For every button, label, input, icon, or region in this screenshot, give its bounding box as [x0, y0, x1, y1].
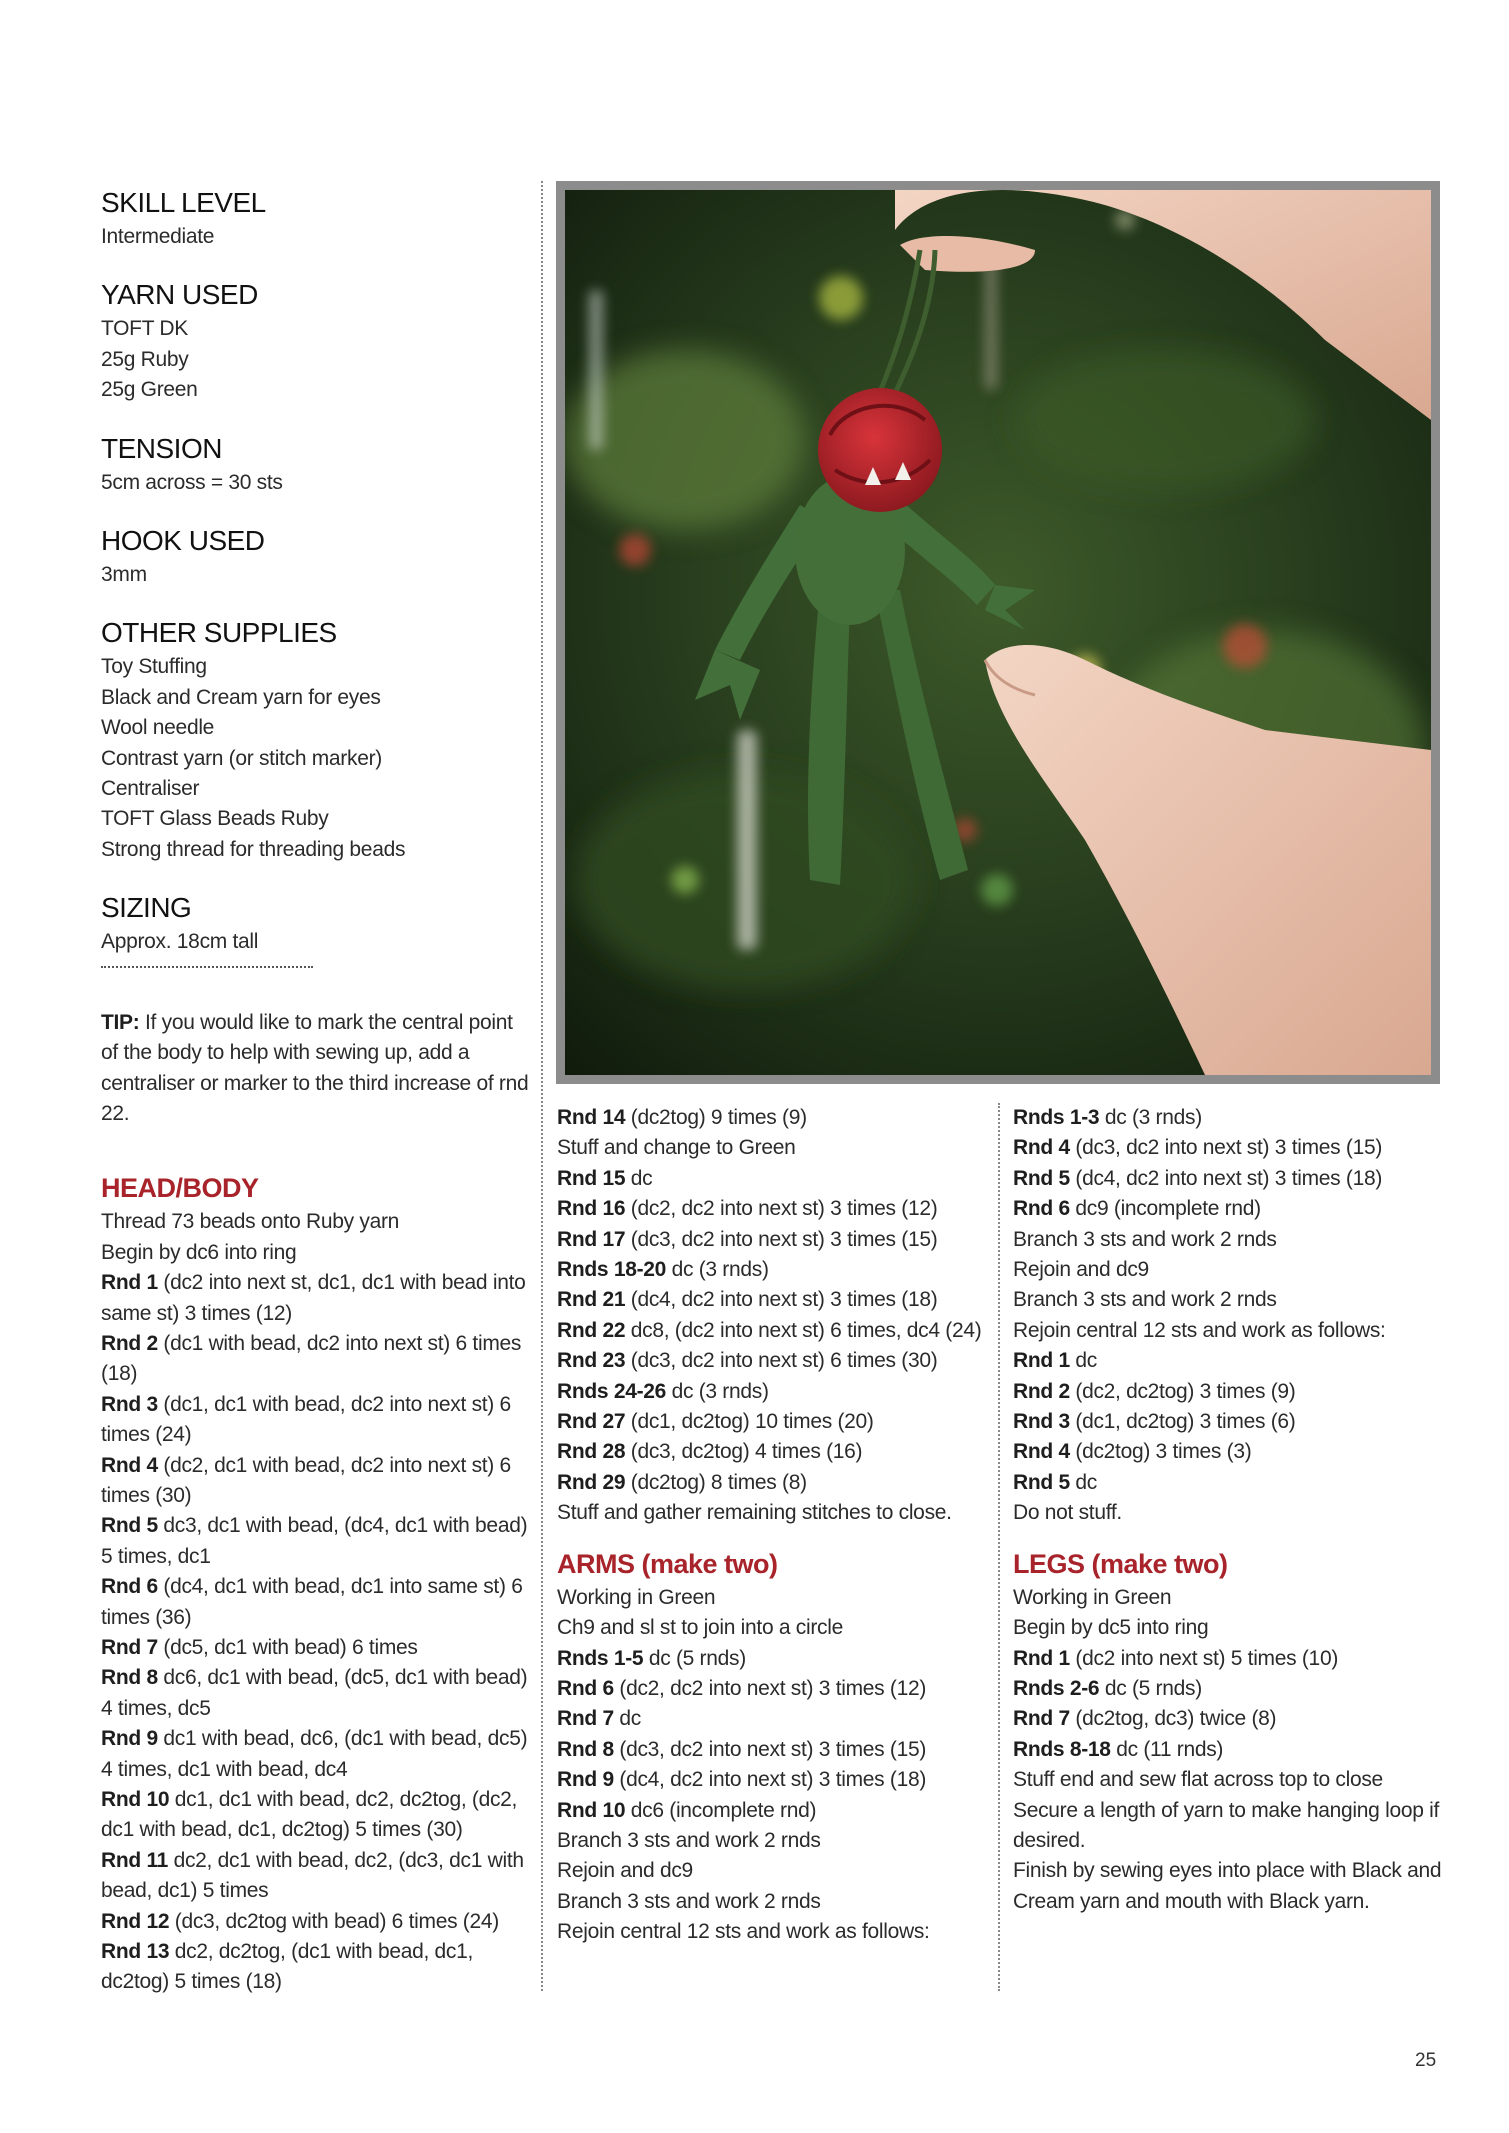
ornament-photo — [565, 190, 1431, 1075]
round-label: Rnds 2-6 — [1013, 1676, 1100, 1700]
round-label: Rnd 5 — [101, 1514, 158, 1538]
round-label: Rnd 1 — [101, 1271, 158, 1295]
round-label: Rnds 8-18 — [1013, 1737, 1111, 1761]
head-body-heading: HEAD/BODY — [101, 1173, 259, 1204]
round-text: (dc2, dc2tog) 3 times (9) — [1069, 1379, 1296, 1403]
round-label: Rnd 1 — [1013, 1349, 1070, 1373]
round-text: dc — [1069, 1470, 1097, 1494]
round-label: Rnd 5 — [1013, 1470, 1070, 1494]
round-label: Rnd 6 — [101, 1575, 158, 1599]
round-label: Rnd 2 — [101, 1331, 158, 1355]
round-text: (dc1, dc2tog) 10 times (20) — [625, 1410, 874, 1434]
instruction-line — [557, 1887, 982, 1917]
round-label: Rnd 3 — [1013, 1410, 1070, 1434]
instruction-line — [1013, 1346, 1453, 1376]
instruction-line — [1013, 1437, 1453, 1467]
tip-label: TIP: — [101, 1010, 140, 1034]
round-text: (dc1, dc1 with bead, dc2 into next st) 6 times (24) — [101, 1392, 511, 1447]
round-text: Rejoin and dc9 — [1013, 1258, 1149, 1282]
instruction-line — [1013, 1468, 1453, 1498]
tip-text: If you would like to mark the central point of the body to help with sewing up, add a centraliser or marker to the third increase of rnd 22. — [101, 1010, 529, 1125]
round-label: Rnd 22 — [557, 1318, 626, 1342]
instruction-line — [557, 1796, 982, 1826]
supply-line: TOFT Glass Beads Ruby — [101, 807, 329, 831]
round-text: dc (3 rnds) — [1099, 1106, 1202, 1129]
round-label: Rnd 6 — [1013, 1197, 1070, 1221]
round-text: Begin by dc6 into ring — [101, 1240, 297, 1264]
round-text: Working in Green — [1013, 1585, 1172, 1609]
instructions-column-3 — [1013, 1103, 1453, 1917]
instruction-line — [101, 1937, 531, 1998]
instruction-line — [557, 1103, 982, 1133]
specs-column — [101, 186, 531, 1998]
round-text: Branch 3 sts and work 2 rnds — [557, 1828, 821, 1852]
column-separator — [541, 181, 543, 1991]
instruction-line — [557, 1194, 982, 1224]
instruction-line — [1013, 1796, 1453, 1857]
instruction-line — [1013, 1377, 1453, 1407]
instruction-line — [1013, 1255, 1453, 1285]
round-label: Rnd 29 — [557, 1470, 626, 1494]
instruction-line — [101, 1451, 531, 1512]
round-text: dc6, dc1 with bead, (dc5, dc1 with bead) 4 times, dc5 — [101, 1666, 528, 1720]
round-label: Rnds 24-26 — [557, 1379, 667, 1403]
other-supplies-heading: OTHER SUPPLIES — [101, 617, 337, 649]
sizing-block — [101, 891, 531, 957]
instruction-line — [101, 1663, 531, 1724]
round-label: Rnd 6 — [557, 1676, 614, 1700]
round-text: (dc3, dc2tog with bead) 6 times (24) — [169, 1909, 499, 1933]
round-text: (dc3, dc2 into next st) 3 times (15) — [625, 1227, 938, 1251]
instruction-line — [557, 1704, 982, 1734]
tip-paragraph — [101, 1008, 531, 1130]
round-label: Rnd 2 — [1013, 1379, 1070, 1403]
arms-instructions — [557, 1583, 982, 1948]
skill-level-heading: SKILL LEVEL — [101, 187, 266, 218]
round-text: Stuff and gather remaining stitches to close. — [557, 1501, 952, 1525]
round-text: (dc1 with bead, dc2 into next st) 6 times (18) — [101, 1331, 522, 1386]
instruction-line — [101, 1633, 531, 1663]
round-text: Branch 3 sts and work 2 rnds — [1013, 1227, 1277, 1251]
instruction-line — [101, 1268, 531, 1329]
round-text: Finish by sewing eyes into place with Black and Cream yarn and mouth with Black yarn. — [1013, 1859, 1442, 1913]
round-text: (dc3, dc2tog) 4 times (16) — [625, 1440, 863, 1464]
round-label: Rnd 12 — [101, 1909, 170, 1933]
sizing-heading: SIZING — [101, 892, 192, 924]
instruction-line — [1013, 1285, 1453, 1315]
instruction-line — [1013, 1194, 1453, 1224]
round-text: dc3, dc1 with bead, (dc4, dc1 with bead) 5 times, dc1 — [101, 1514, 528, 1568]
skill-level-block — [101, 186, 531, 252]
round-text: (dc4, dc2 into next st) 3 times (18) — [625, 1288, 938, 1312]
round-text: dc9 (incomplete rnd) — [1069, 1197, 1261, 1221]
instruction-line — [557, 1674, 982, 1704]
round-label: Rnd 5 — [1013, 1166, 1070, 1190]
round-text: (dc2, dc2 into next st) 3 times (12) — [625, 1197, 938, 1221]
yarn-line: 25g Ruby — [101, 347, 189, 371]
legs-heading: LEGS (make two) — [1013, 1548, 1228, 1579]
supply-line: Toy Stuffing — [101, 655, 207, 679]
instruction-line — [557, 1316, 982, 1346]
round-text: dc — [1069, 1349, 1097, 1373]
round-text: (dc1, dc2tog) 3 times (6) — [1069, 1410, 1296, 1434]
head-body-instructions — [101, 1207, 531, 1998]
instruction-line — [557, 1644, 982, 1674]
round-label: Rnd 17 — [557, 1227, 626, 1251]
instruction-line — [557, 1164, 982, 1194]
instruction-line — [1013, 1613, 1453, 1643]
round-label: Rnd 16 — [557, 1197, 626, 1221]
round-text: dc (3 rnds) — [666, 1379, 769, 1403]
instruction-line — [557, 1468, 982, 1498]
round-label: Rnds 1-3 — [1013, 1106, 1100, 1129]
round-text: (dc2tog) 8 times (8) — [625, 1470, 807, 1494]
round-label: Rnd 4 — [1013, 1136, 1070, 1160]
round-text: dc2, dc1 with bead, dc2, (dc3, dc1 with bead, dc1) 5 times — [101, 1848, 524, 1903]
arms-continued — [1013, 1103, 1453, 1529]
round-text: (dc2 into next st) 5 times (10) — [1069, 1646, 1339, 1670]
round-text: dc (5 rnds) — [643, 1646, 746, 1670]
instruction-line — [557, 1437, 982, 1467]
round-text: Rejoin central 12 sts and work as follows: — [557, 1920, 930, 1944]
round-label: Rnds 18-20 — [557, 1258, 667, 1282]
supply-line: Strong thread for threading beads — [101, 837, 406, 861]
round-text: (dc2, dc1 with bead, dc2 into next st) 6 times (30) — [101, 1453, 511, 1507]
supply-line: Contrast yarn (or stitch marker) — [101, 746, 382, 770]
arms-heading: ARMS (make two) — [557, 1548, 778, 1579]
hook-used-block — [101, 524, 531, 590]
instruction-line — [101, 1238, 531, 1268]
round-label: Rnd 11 — [101, 1848, 169, 1872]
tension-value: 5cm across = 30 sts — [101, 470, 283, 494]
tension-heading: TENSION — [101, 432, 222, 464]
round-label: Rnd 10 — [101, 1788, 170, 1812]
instruction-line — [557, 1225, 982, 1255]
round-text: dc — [625, 1166, 653, 1190]
head-body-continued — [557, 1103, 982, 1529]
instruction-line — [557, 1285, 982, 1315]
round-text: Stuff and change to Green — [557, 1136, 796, 1160]
yarn-used-heading: YARN USED — [101, 279, 258, 311]
yarn-line: TOFT DK — [101, 317, 188, 341]
photo-frame — [556, 181, 1440, 1084]
other-supplies-block — [101, 616, 531, 865]
round-label: Rnd 3 — [101, 1392, 158, 1416]
round-label: Rnd 8 — [557, 1737, 614, 1761]
supply-line: Wool needle — [101, 716, 215, 740]
round-text: dc (3 rnds) — [666, 1258, 769, 1282]
dotted-divider — [101, 964, 313, 968]
instruction-line — [1013, 1765, 1453, 1795]
instructions-column-2 — [557, 1103, 982, 1948]
round-label: Rnd 7 — [101, 1636, 158, 1659]
round-text: (dc4, dc1 with bead, dc1 into same st) 6 times (36) — [101, 1575, 523, 1629]
instruction-line — [101, 1907, 531, 1937]
instruction-line — [1013, 1225, 1453, 1255]
round-text: dc2, dc2tog, (dc1 with bead, dc1, dc2tog) 5 times (18) — [101, 1940, 474, 1994]
instruction-line — [101, 1846, 531, 1907]
tension-block — [101, 432, 531, 498]
round-text: Working in Green — [557, 1585, 716, 1609]
round-label: Rnd 8 — [101, 1666, 158, 1690]
instruction-line — [1013, 1856, 1453, 1917]
round-text: (dc2, dc2 into next st) 3 times (12) — [613, 1676, 927, 1700]
instruction-line — [1013, 1735, 1453, 1765]
round-label: Rnd 13 — [101, 1940, 170, 1964]
instruction-line — [1013, 1704, 1453, 1734]
instruction-line — [1013, 1498, 1453, 1528]
round-text: (dc2tog) 9 times (9) — [625, 1106, 807, 1129]
instruction-line — [557, 1917, 982, 1947]
round-text: Branch 3 sts and work 2 rnds — [1013, 1288, 1277, 1312]
round-text: Thread 73 beads onto Ruby yarn — [101, 1210, 400, 1234]
round-text: (dc3, dc2 into next st) 3 times (15) — [613, 1737, 927, 1761]
round-text: (dc3, dc2 into next st) 6 times (30) — [625, 1349, 938, 1373]
round-label: Rnd 4 — [1013, 1440, 1070, 1464]
round-text: Begin by dc5 into ring — [1013, 1616, 1209, 1640]
supply-line: Black and Cream yarn for eyes — [101, 685, 381, 709]
round-label: Rnd 21 — [557, 1288, 626, 1312]
instruction-line — [1013, 1644, 1453, 1674]
instruction-line — [1013, 1674, 1453, 1704]
round-label: Rnd 7 — [557, 1707, 614, 1731]
instruction-line — [101, 1572, 531, 1633]
round-text: (dc4, dc2 into next st) 3 times (18) — [1069, 1166, 1383, 1190]
round-label: Rnd 23 — [557, 1349, 626, 1373]
instruction-line — [1013, 1407, 1453, 1437]
round-label: Rnd 4 — [101, 1453, 158, 1477]
round-text: (dc5, dc1 with bead) 6 times — [157, 1636, 418, 1659]
round-label: Rnd 27 — [557, 1410, 626, 1434]
round-label: Rnd 15 — [557, 1166, 626, 1190]
instruction-line — [1013, 1583, 1453, 1613]
instruction-line — [557, 1583, 982, 1613]
instruction-line — [1013, 1316, 1453, 1346]
round-label: Rnd 9 — [101, 1727, 158, 1751]
instruction-line — [557, 1133, 982, 1163]
round-text: Secure a length of yarn to make hanging loop if desired. — [1013, 1798, 1440, 1852]
instruction-line — [101, 1329, 531, 1390]
skill-level-value: Intermediate — [101, 225, 215, 248]
hook-used-value: 3mm — [101, 563, 147, 587]
round-text: dc (11 rnds) — [1110, 1737, 1224, 1761]
round-text: dc8, (dc2 into next st) 6 times, dc4 (24) — [625, 1318, 982, 1342]
round-label: Rnd 10 — [557, 1798, 626, 1822]
round-text: Stuff end and sew flat across top to close — [1013, 1768, 1383, 1792]
yarn-line: 25g Green — [101, 378, 198, 402]
round-text: Ch9 and sl st to join into a circle — [557, 1616, 843, 1640]
supply-line: Centraliser — [101, 777, 200, 801]
round-text: dc1 with bead, dc6, (dc1 with bead, dc5) 4 times, dc1 with bead, dc4 — [101, 1727, 528, 1781]
instruction-line — [557, 1613, 982, 1643]
round-text: dc6 (incomplete rnd) — [625, 1798, 817, 1822]
instruction-line — [101, 1207, 531, 1237]
round-text: (dc2 into next st, dc1, dc1 with bead into same st) 3 times (12) — [101, 1271, 526, 1325]
round-text: (dc2tog, dc3) twice (8) — [1069, 1707, 1277, 1731]
round-text: dc — [613, 1707, 641, 1731]
round-text: (dc4, dc2 into next st) 3 times (18) — [613, 1768, 927, 1792]
round-text: Rejoin central 12 sts and work as follows: — [1013, 1318, 1386, 1342]
round-label: Rnd 9 — [557, 1768, 614, 1792]
instruction-line — [101, 1724, 531, 1785]
yarn-used-block — [101, 278, 531, 405]
round-text: dc (5 rnds) — [1099, 1676, 1202, 1700]
legs-instructions — [1013, 1583, 1453, 1917]
column-separator — [998, 1103, 1000, 1991]
instruction-line — [557, 1765, 982, 1795]
instruction-line — [557, 1255, 982, 1285]
round-text: Rejoin and dc9 — [557, 1859, 693, 1883]
instruction-line — [557, 1498, 982, 1528]
round-label: Rnd 14 — [557, 1106, 626, 1129]
round-text: (dc3, dc2 into next st) 3 times (15) — [1069, 1136, 1383, 1160]
instruction-line — [557, 1735, 982, 1765]
instruction-line — [101, 1785, 531, 1846]
instruction-line — [1013, 1164, 1453, 1194]
round-label: Rnd 28 — [557, 1440, 626, 1464]
instruction-line — [557, 1377, 982, 1407]
page-number: 25 — [1415, 2050, 1437, 2071]
round-label: Rnd 7 — [1013, 1707, 1070, 1731]
instruction-line — [101, 1390, 531, 1451]
instruction-line — [101, 1511, 531, 1572]
round-text: Branch 3 sts and work 2 rnds — [557, 1889, 821, 1913]
instruction-line — [557, 1407, 982, 1437]
hook-used-heading: HOOK USED — [101, 525, 265, 557]
instruction-line — [557, 1826, 982, 1856]
round-label: Rnds 1-5 — [557, 1646, 644, 1670]
round-text: (dc2tog) 3 times (3) — [1069, 1440, 1252, 1464]
round-text: dc1, dc1 with bead, dc2, dc2tog, (dc2, dc1 with bead, dc1, dc2tog) 5 times (30) — [101, 1788, 518, 1842]
instruction-line — [1013, 1103, 1453, 1133]
instruction-line — [1013, 1133, 1453, 1163]
round-label: Rnd 1 — [1013, 1646, 1070, 1670]
instruction-line — [557, 1346, 982, 1376]
instruction-line — [557, 1856, 982, 1886]
round-text: Do not stuff. — [1013, 1501, 1122, 1525]
sizing-value: Approx. 18cm tall — [101, 930, 259, 954]
